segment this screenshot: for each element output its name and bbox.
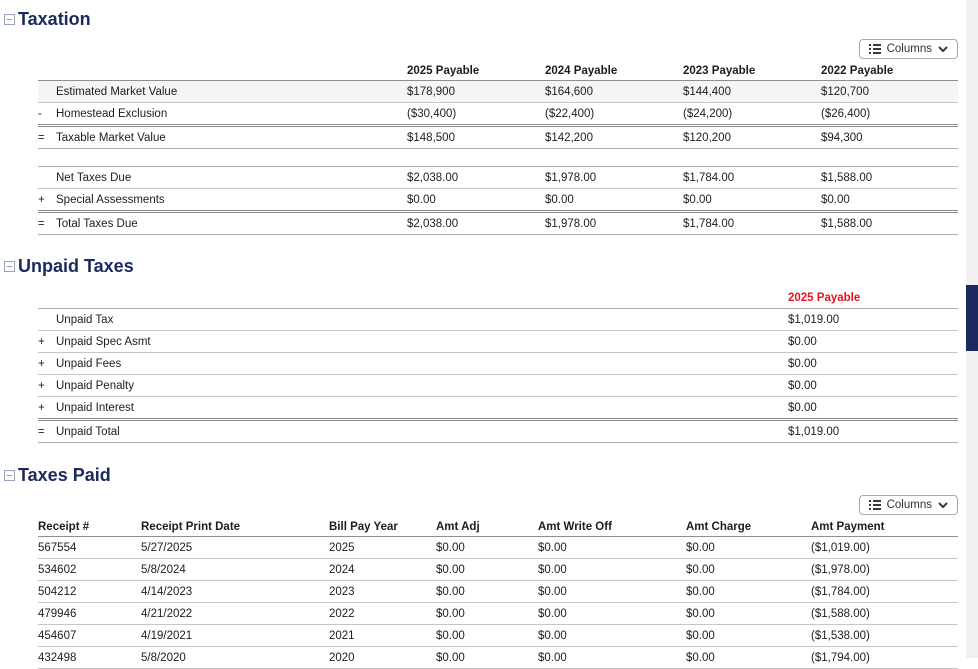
section-heading-taxes-paid bbox=[4, 464, 958, 486]
table-row-unpaid-interest bbox=[38, 397, 958, 420]
table-row-net-taxes-due bbox=[38, 167, 958, 189]
cell-value: $1,978.00 bbox=[545, 217, 597, 230]
table-row-taxable-market-value bbox=[38, 126, 958, 149]
cell-value: $164,600 bbox=[545, 85, 593, 98]
bill-pay-year: 2023 bbox=[329, 585, 355, 598]
collapse-minus-icon[interactable] bbox=[4, 14, 15, 25]
cell-value: $0.00 bbox=[545, 193, 574, 206]
row-label: Unpaid Total bbox=[56, 425, 120, 438]
row-label: Unpaid Fees bbox=[56, 357, 122, 370]
chevron-down-icon bbox=[938, 502, 948, 509]
cell-value: $94,300 bbox=[821, 131, 863, 144]
scrollbar-thumb[interactable] bbox=[966, 285, 978, 351]
table-row bbox=[38, 559, 958, 581]
column-header: Receipt # bbox=[38, 521, 90, 533]
columns-button-label: Columns bbox=[886, 43, 932, 55]
cell-value: $1,978.00 bbox=[545, 171, 597, 184]
cell-value: $1,784.00 bbox=[683, 171, 735, 184]
cell-value: $142,200 bbox=[545, 131, 593, 144]
amt-charge: $0.00 bbox=[686, 563, 715, 576]
amt-charge: $0.00 bbox=[686, 541, 715, 554]
column-header-2025-payable: 2025 Payable bbox=[788, 292, 861, 304]
row-label: Estimated Market Value bbox=[56, 85, 178, 98]
table-row-estimated-market-value bbox=[38, 81, 958, 103]
table-row bbox=[38, 625, 958, 647]
amt-charge: $0.00 bbox=[686, 607, 715, 620]
cell-value: $0.00 bbox=[788, 379, 817, 392]
unpaid-taxes-header-row bbox=[38, 288, 958, 309]
row-operator: - bbox=[38, 107, 42, 120]
receipt-number: 479946 bbox=[38, 607, 77, 620]
amt-adj: $0.00 bbox=[436, 651, 465, 664]
receipt-print-date: 4/14/2023 bbox=[141, 585, 193, 598]
collapse-minus-icon[interactable] bbox=[4, 261, 15, 272]
row-operator: + bbox=[38, 401, 45, 414]
receipt-print-date: 4/19/2021 bbox=[141, 629, 193, 642]
receipt-print-date: 5/8/2020 bbox=[141, 651, 186, 664]
receipt-print-date: 5/27/2025 bbox=[141, 541, 193, 554]
amt-write-off: $0.00 bbox=[538, 629, 567, 642]
cell-value: $120,200 bbox=[683, 131, 731, 144]
row-label: Unpaid Interest bbox=[56, 401, 134, 414]
table-row bbox=[38, 603, 958, 625]
table-row bbox=[38, 581, 958, 603]
amt-adj: $0.00 bbox=[436, 629, 465, 642]
row-operator: = bbox=[38, 425, 45, 438]
section-heading-taxation bbox=[4, 8, 958, 30]
bill-pay-year: 2022 bbox=[329, 607, 355, 620]
amt-charge: $0.00 bbox=[686, 629, 715, 642]
column-header: Amt Payment bbox=[811, 521, 885, 533]
column-header: Amt Write Off bbox=[538, 521, 612, 533]
amt-charge: $0.00 bbox=[686, 651, 715, 664]
receipt-number: 454607 bbox=[38, 629, 77, 642]
taxes-paid-header-row bbox=[38, 518, 958, 537]
columns-button-taxation[interactable] bbox=[859, 39, 958, 59]
row-operator: = bbox=[38, 217, 45, 230]
row-label: Net Taxes Due bbox=[56, 171, 132, 184]
row-label: Total Taxes Due bbox=[56, 217, 138, 230]
unpaid-taxes-table bbox=[38, 288, 958, 443]
table-row-unpaid-fees bbox=[38, 353, 958, 375]
columns-button-taxes-paid[interactable] bbox=[859, 495, 958, 515]
row-label: Unpaid Penalty bbox=[56, 379, 134, 392]
cell-value: $0.00 bbox=[788, 335, 817, 348]
bill-pay-year: 2021 bbox=[329, 629, 355, 642]
cell-value: ($30,400) bbox=[407, 107, 457, 120]
table-row-unpaid-tax bbox=[38, 309, 958, 331]
amt-payment: ($1,538.00) bbox=[811, 629, 870, 642]
cell-value: $1,784.00 bbox=[683, 217, 735, 230]
receipt-number: 504212 bbox=[38, 585, 77, 598]
cell-value: $178,900 bbox=[407, 85, 455, 98]
amt-payment: ($1,019.00) bbox=[811, 541, 870, 554]
column-header: 2024 Payable bbox=[545, 65, 618, 77]
row-label: Unpaid Spec Asmt bbox=[56, 335, 151, 348]
cell-value: $2,038.00 bbox=[407, 171, 459, 184]
taxation-toolbar bbox=[4, 39, 958, 59]
row-label: Unpaid Tax bbox=[56, 313, 114, 326]
receipt-print-date: 4/21/2022 bbox=[141, 607, 193, 620]
row-operator: + bbox=[38, 193, 45, 206]
column-header: 2025 Payable bbox=[407, 65, 480, 77]
table-row-unpaid-total bbox=[38, 420, 958, 443]
table-row bbox=[38, 537, 958, 559]
cell-value: $144,400 bbox=[683, 85, 731, 98]
row-label: Homestead Exclusion bbox=[56, 107, 168, 120]
cell-value: $0.00 bbox=[407, 193, 436, 206]
list-icon bbox=[869, 44, 881, 54]
amt-adj: $0.00 bbox=[436, 563, 465, 576]
amt-write-off: $0.00 bbox=[538, 651, 567, 664]
amt-write-off: $0.00 bbox=[538, 607, 567, 620]
spacer-row bbox=[38, 149, 958, 167]
section-heading-unpaid-taxes bbox=[4, 255, 958, 277]
amt-write-off: $0.00 bbox=[538, 585, 567, 598]
cell-value: $1,588.00 bbox=[821, 171, 873, 184]
taxation-header-row bbox=[38, 62, 958, 81]
amt-adj: $0.00 bbox=[436, 585, 465, 598]
cell-value: $0.00 bbox=[788, 357, 817, 370]
table-row-unpaid-penalty bbox=[38, 375, 958, 397]
list-icon bbox=[869, 500, 881, 510]
cell-value: $0.00 bbox=[683, 193, 712, 206]
cell-value: ($22,400) bbox=[545, 107, 595, 120]
cell-value: $0.00 bbox=[821, 193, 850, 206]
columns-button-label: Columns bbox=[886, 499, 932, 511]
table-row-total-taxes-due bbox=[38, 212, 958, 235]
cell-value: $2,038.00 bbox=[407, 217, 459, 230]
row-operator: + bbox=[38, 357, 45, 370]
receipt-number: 432498 bbox=[38, 651, 77, 664]
amt-write-off: $0.00 bbox=[538, 541, 567, 554]
column-header: Bill Pay Year bbox=[329, 521, 398, 533]
amt-payment: ($1,784.00) bbox=[811, 585, 870, 598]
cell-value: $1,019.00 bbox=[788, 313, 840, 326]
scrollbar-track[interactable] bbox=[966, 0, 978, 658]
amt-adj: $0.00 bbox=[436, 541, 465, 554]
amt-payment: ($1,978.00) bbox=[811, 563, 870, 576]
taxes-paid-table bbox=[38, 518, 958, 669]
amt-payment: ($1,588.00) bbox=[811, 607, 870, 620]
section-title-taxes-paid: Taxes Paid bbox=[18, 465, 111, 485]
cell-value: $1,588.00 bbox=[821, 217, 873, 230]
amt-write-off: $0.00 bbox=[538, 563, 567, 576]
row-label: Taxable Market Value bbox=[56, 131, 166, 144]
section-title-taxation: Taxation bbox=[18, 9, 91, 29]
row-label: Special Assessments bbox=[56, 193, 165, 206]
taxation-table bbox=[38, 62, 958, 235]
cell-value: $0.00 bbox=[788, 401, 817, 414]
row-operator: + bbox=[38, 379, 45, 392]
chevron-down-icon bbox=[938, 46, 948, 53]
bill-pay-year: 2020 bbox=[329, 651, 355, 664]
amt-charge: $0.00 bbox=[686, 585, 715, 598]
column-header: 2023 Payable bbox=[683, 65, 756, 77]
column-header: Receipt Print Date bbox=[141, 521, 241, 533]
cell-value: $1,019.00 bbox=[788, 425, 840, 438]
amt-payment: ($1,794.00) bbox=[811, 651, 870, 664]
row-operator: + bbox=[38, 335, 45, 348]
table-row-special-assessments bbox=[38, 189, 958, 212]
bill-pay-year: 2025 bbox=[329, 541, 355, 554]
cell-value: ($26,400) bbox=[821, 107, 871, 120]
table-row-unpaid-spec-asmt bbox=[38, 331, 958, 353]
column-header: Amt Adj bbox=[436, 521, 480, 533]
receipt-number: 534602 bbox=[38, 563, 77, 576]
cell-value: $148,500 bbox=[407, 131, 455, 144]
taxes-paid-toolbar bbox=[4, 495, 958, 515]
cell-value: $120,700 bbox=[821, 85, 869, 98]
section-title-unpaid-taxes: Unpaid Taxes bbox=[18, 256, 134, 276]
cell-value: ($24,200) bbox=[683, 107, 733, 120]
collapse-minus-icon[interactable] bbox=[4, 470, 15, 481]
column-header: Amt Charge bbox=[686, 521, 752, 533]
receipt-print-date: 5/8/2024 bbox=[141, 563, 186, 576]
row-operator: = bbox=[38, 131, 45, 144]
table-row-homestead-exclusion bbox=[38, 103, 958, 126]
bill-pay-year: 2024 bbox=[329, 563, 355, 576]
column-header: 2022 Payable bbox=[821, 65, 894, 77]
receipt-number: 567554 bbox=[38, 541, 77, 554]
amt-adj: $0.00 bbox=[436, 607, 465, 620]
